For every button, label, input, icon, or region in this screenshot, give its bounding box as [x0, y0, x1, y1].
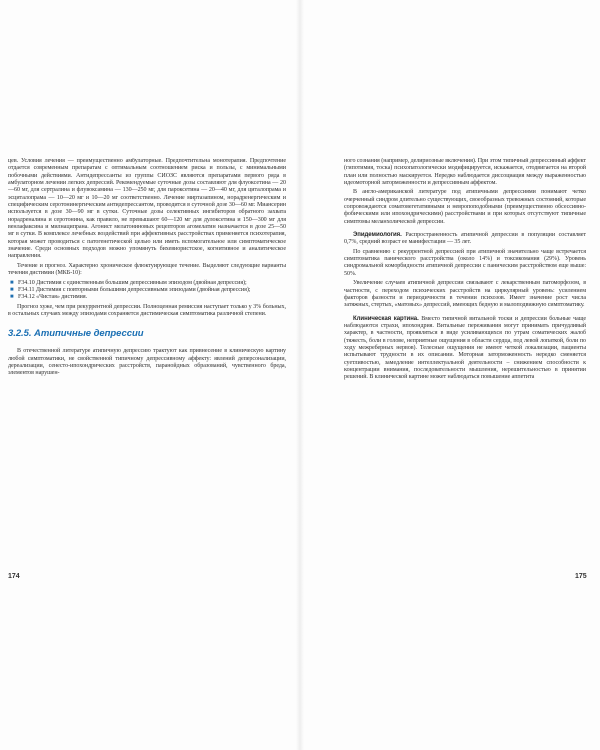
left-paragraph-prognosis: Прогноз хуже, чем при рекуррентной депрессии. Полноценная ремиссия наступает только у 3% больных, в остальных случаях между эпизодами сохраняется дистимическая симптоматика различной степени. — [8, 303, 286, 317]
square-bullet-icon: ■ — [10, 286, 14, 293]
left-paragraph-conditions: цев. Условия лечения — преимущественно амбулаторные. Предпочтительна монотерапия. Предпочтение отдается современным препаратам с оптимальным соотношением риска и пользы, с минимальными побочными действиями. Антидепрессанты из группы СИОЗС являются препаратами первого ряда в амбулаторном лечении легких депрессий. Рекомендуемые суточные дозы составляют для флуоксетина — 20—60 мг, для сертралина и флувоксамина — 130—250 мг, для пароксетина — 20—40 мг, для циталопрама и эсциталопрама — 10—20 мг и 10—20 мг соответственно. Лечение миртазапином, норадренергическим и специфическим серотонинергическим антидепрессантом, проводится в суточной дозе 30—60 мг. Миансерин используется в дозе 30—90 мг в сутки. Суточные дозы селективных ингибиторов обратного захвата норадреналина и серотонина, как правило, не превышают 60—120 мг для дулоксетина и 150—300 мг для венлафаксина и милнаципрана. Агонист мелатониновых рецепторов агомелатин назначается в дозе 25—50 мг в сутки. В комплексе лечебных воздействий при аффективных расстройствах применяется психотерапия, которая может проводиться с патогенетической целью или иметь вспомогательное или симптоматическое значение. Среди основных подходов можно упомянуть бихевиористское, когнитивное и аналитическое направления. — [8, 158, 286, 260]
square-bullet-icon: ■ — [10, 294, 14, 301]
course-variants-list — [8, 280, 286, 302]
right-paragraph-comorbidity: По сравнению с рекуррентной депрессией при атипичной значительно чаще встречается симптоматика панического расстройства (около 14%) и токсикомания (29%). Уровень синдромальной коморбидности атипичной депрессии с паническим расстройством еще выше: 50%. — [344, 248, 586, 277]
right-paragraph-continuation: ного сознания (например, делириозные включения). При этом типичный депрессивный аффект (гипотимия, тоска) психопатологически модифицируется, искажается, отодвигается на второй план или полностью маскируется. Нередко наблюдается диссоциация между выраженностью идеомоторной заторможенности и депрессивным аффектом. — [344, 158, 586, 187]
list-item: ■ F34.10 Дистимия с единственным большим депрессивным эпизодом (двойная депрессия); — [10, 279, 247, 286]
right-paragraph-clinical: Клиническая картина. Вместо типичной витальной тоски и депрессии больные чаще наблюдаются страхи, ипохондрия. Витальные переживания могут принимать причудливый характер, в частности, проявляться в виде усиливающихся по утрам соматических жалоб (тяжесть, боли в голове, неприятные ощущения в области сердца, под левой лопаткой, боли по ходу межреберных нервов). Телесные ощущения не имеют четкой локализации, пациенты испытывают трудности в их описании. Моторная заторможенность нередко сменяется суетливостью, замедление интеллектуальной деятельности – снижением способности к концентрации внимания, последовательности мышления, нерешительностью в принятии решений. В клинической картине может наблюдаться повышение аппетита — [344, 315, 586, 381]
list-item: ■ F34.11 Дистимия с повторными большими депрессивными эпизодами (двойная депрессия); — [10, 286, 251, 293]
left-page-number: 174 — [8, 573, 20, 580]
right-page — [300, 0, 600, 750]
left-text-column — [8, 158, 286, 581]
left-paragraph-course: Течение и прогноз. Характерно хроническое флюктуирующее течение. Выделяют следующие варианты течения дистимии (МКБ-10): — [8, 262, 286, 277]
right-paragraph-anglo-american: В англо-американской литературе под атипичными депрессиями понимают четко очерченный синдром длительно существующих, своеобразных тревожных состояний, которые сопровождаются соматовегетативными и невропоподобными (преимущественно обсессивно-фобическими или ипохондрическими) расстройствами и при которых отсутствуют типичные симптомы меланхолической депрессии. — [344, 189, 586, 225]
right-paragraph-pathomorphosis: Увеличение случаев атипичной депрессии связывают с лекарственным патоморфозом, в частности, с переходом психических расстройств на циркулярный уровень: усилением факторов фазности и периодичности в течении психозов. Имеет значение рост числа затяжных, стертых, «матовых» депрессий, имеющих бедную и малоподвижную симптоматику. — [344, 280, 586, 309]
square-bullet-icon: ■ — [10, 279, 14, 286]
epidemiology-run-head: Эпидемиология. — [353, 232, 402, 239]
right-paragraph-epidemiology: Эпидемиология. Распространенность атипичной депрессии в популяции составляет 0,7%, средний возраст ее манифестации — 35 лет. — [344, 232, 586, 246]
list-item: ■ F34.12 «Чистая» дистимия. — [10, 294, 88, 301]
right-page-number: 175 — [575, 573, 587, 580]
clinical-run-head: Клиническая картина. — [353, 315, 419, 322]
section-heading: 3.2.5. Атипичные депрессии — [8, 328, 144, 340]
right-text-column — [344, 158, 586, 581]
left-paragraph-atypical: В отечественной литературе атипичную депрессию трактуют как привнесение в клиническую картину любой симптоматики, не свойственной типичному депрессивному аффекту: явлений деперсонализации, дереализации, сенесто-ипохондрических расстройств, паранойдных образований, чувственного бреда, элементов нарушен- — [8, 348, 286, 377]
